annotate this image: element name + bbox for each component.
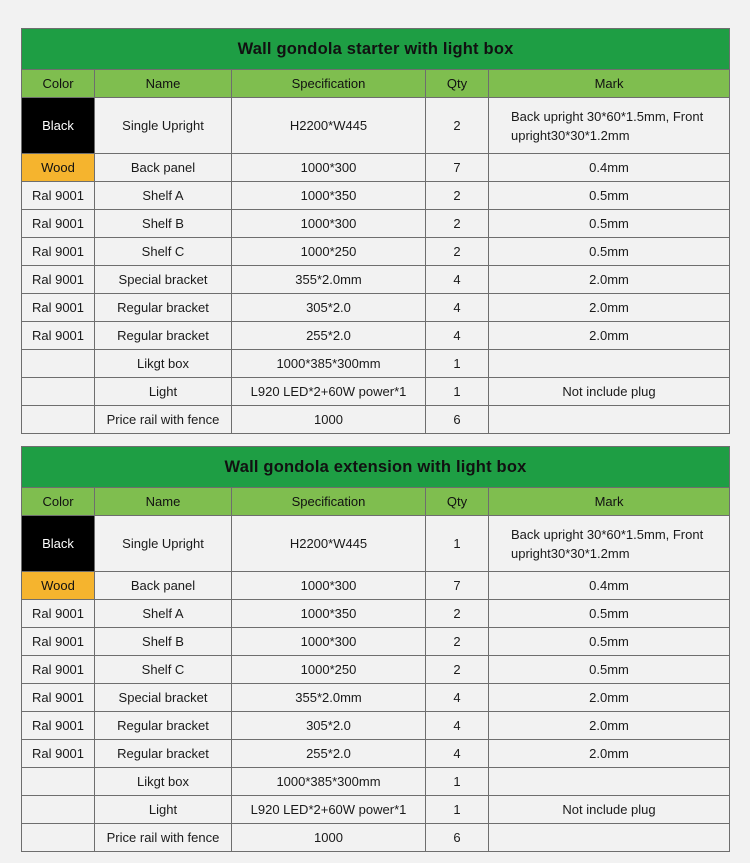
name-cell: Special bracket: [95, 266, 232, 294]
table-row: [22, 572, 730, 600]
column-header-qty: Qty: [426, 70, 489, 98]
qty-cell: 4: [426, 322, 489, 350]
name-cell: Shelf C: [95, 238, 232, 266]
qty-cell: 1: [426, 768, 489, 796]
spec-cell: 1000: [232, 824, 426, 852]
table-row: [22, 378, 730, 406]
name-cell: Single Upright: [95, 516, 232, 572]
color-cell: Ral 9001: [22, 656, 95, 684]
color-cell: [22, 768, 95, 796]
table-row: [22, 238, 730, 266]
spec-cell: 1000*350: [232, 182, 426, 210]
mark-cell: 0.5mm: [489, 182, 730, 210]
mark-cell: 2.0mm: [489, 322, 730, 350]
table-row: [22, 628, 730, 656]
mark-cell: 0.5mm: [489, 600, 730, 628]
name-cell: Light: [95, 796, 232, 824]
column-header-mark: Mark: [489, 70, 730, 98]
spec-cell: 1000*300: [232, 210, 426, 238]
mark-cell: [489, 350, 730, 378]
color-cell: Wood: [22, 572, 95, 600]
qty-cell: 6: [426, 406, 489, 434]
spec-cell: 1000*350: [232, 600, 426, 628]
spec-cell: 355*2.0mm: [232, 684, 426, 712]
qty-cell: 2: [426, 182, 489, 210]
column-header-specification: Specification: [232, 488, 426, 516]
table-row: [22, 796, 730, 824]
qty-cell: 1: [426, 378, 489, 406]
mark-cell: Not include plug: [489, 796, 730, 824]
table-row: [22, 182, 730, 210]
color-cell: [22, 378, 95, 406]
table-row: [22, 406, 730, 434]
spec-cell: 1000*385*300mm: [232, 350, 426, 378]
spec-cell: 1000*385*300mm: [232, 768, 426, 796]
color-cell: Ral 9001: [22, 684, 95, 712]
spec-cell: 1000*300: [232, 628, 426, 656]
column-header-color: Color: [22, 70, 95, 98]
table-row: [22, 294, 730, 322]
mark-cell: [489, 406, 730, 434]
table-title: Wall gondola extension with light box: [22, 447, 730, 488]
spec-cell: 255*2.0: [232, 322, 426, 350]
color-cell: Ral 9001: [22, 600, 95, 628]
table-row: [22, 768, 730, 796]
qty-cell: 7: [426, 572, 489, 600]
spec-cell: 1000*250: [232, 656, 426, 684]
qty-cell: 4: [426, 684, 489, 712]
starter-table-body: [22, 29, 730, 434]
mark-cell: 2.0mm: [489, 740, 730, 768]
column-header-specification: Specification: [232, 70, 426, 98]
qty-cell: 7: [426, 154, 489, 182]
name-cell: Regular bracket: [95, 740, 232, 768]
mark-cell: 0.5mm: [489, 238, 730, 266]
name-cell: Back panel: [95, 154, 232, 182]
spec-cell: 1000*250: [232, 238, 426, 266]
table-row: [22, 322, 730, 350]
qty-cell: 4: [426, 294, 489, 322]
qty-cell: 2: [426, 210, 489, 238]
extension-table: [21, 446, 730, 852]
qty-cell: 1: [426, 796, 489, 824]
mark-cell: [489, 824, 730, 852]
column-header-color: Color: [22, 488, 95, 516]
color-cell: Ral 9001: [22, 628, 95, 656]
table-row: [22, 824, 730, 852]
color-cell: [22, 406, 95, 434]
name-cell: Shelf B: [95, 628, 232, 656]
color-cell: Ral 9001: [22, 238, 95, 266]
table-row: [22, 600, 730, 628]
mark-cell: 2.0mm: [489, 712, 730, 740]
color-cell: [22, 796, 95, 824]
qty-cell: 1: [426, 516, 489, 572]
qty-cell: 4: [426, 740, 489, 768]
color-cell: Black: [22, 98, 95, 154]
table-row: [22, 516, 730, 572]
mark-cell: 0.5mm: [489, 656, 730, 684]
name-cell: Shelf C: [95, 656, 232, 684]
extension-table-body: [22, 447, 730, 852]
color-cell: Ral 9001: [22, 182, 95, 210]
name-cell: Price rail with fence: [95, 824, 232, 852]
name-cell: Shelf A: [95, 182, 232, 210]
table-row: [22, 712, 730, 740]
mark-cell: Back upright 30*60*1.5mm, Front upright30*30*1.2mm: [489, 98, 730, 154]
spec-cell: H2200*W445: [232, 516, 426, 572]
spec-cell: 1000*300: [232, 572, 426, 600]
qty-cell: 2: [426, 238, 489, 266]
qty-cell: 1: [426, 350, 489, 378]
spec-cell: 355*2.0mm: [232, 266, 426, 294]
spec-cell: 255*2.0: [232, 740, 426, 768]
mark-cell: 0.4mm: [489, 572, 730, 600]
spec-cell: L920 LED*2+60W power*1: [232, 796, 426, 824]
qty-cell: 2: [426, 600, 489, 628]
name-cell: Likgt box: [95, 350, 232, 378]
name-cell: Special bracket: [95, 684, 232, 712]
name-cell: Regular bracket: [95, 322, 232, 350]
table-row: [22, 266, 730, 294]
table-row: [22, 740, 730, 768]
mark-cell: Not include plug: [489, 378, 730, 406]
name-cell: Price rail with fence: [95, 406, 232, 434]
qty-cell: 2: [426, 98, 489, 154]
qty-cell: 2: [426, 628, 489, 656]
mark-cell: 2.0mm: [489, 266, 730, 294]
color-cell: Ral 9001: [22, 712, 95, 740]
mark-cell: 2.0mm: [489, 684, 730, 712]
mark-cell: 2.0mm: [489, 294, 730, 322]
spec-cell: 305*2.0: [232, 712, 426, 740]
color-cell: Ral 9001: [22, 210, 95, 238]
column-header-mark: Mark: [489, 488, 730, 516]
name-cell: Shelf A: [95, 600, 232, 628]
qty-cell: 6: [426, 824, 489, 852]
color-cell: Ral 9001: [22, 266, 95, 294]
table-row: [22, 154, 730, 182]
name-cell: Regular bracket: [95, 712, 232, 740]
color-cell: Ral 9001: [22, 740, 95, 768]
spec-cell: H2200*W445: [232, 98, 426, 154]
qty-cell: 4: [426, 712, 489, 740]
qty-cell: 4: [426, 266, 489, 294]
name-cell: Likgt box: [95, 768, 232, 796]
table-row: [22, 350, 730, 378]
mark-cell: 0.5mm: [489, 628, 730, 656]
color-cell: Ral 9001: [22, 322, 95, 350]
table-row: [22, 210, 730, 238]
color-cell: [22, 350, 95, 378]
mark-cell: 0.5mm: [489, 210, 730, 238]
color-cell: Black: [22, 516, 95, 572]
color-cell: Wood: [22, 154, 95, 182]
color-cell: Ral 9001: [22, 294, 95, 322]
spec-cell: 1000: [232, 406, 426, 434]
table-row: [22, 98, 730, 154]
name-cell: Regular bracket: [95, 294, 232, 322]
table-title: Wall gondola starter with light box: [22, 29, 730, 70]
spec-cell: 305*2.0: [232, 294, 426, 322]
mark-cell: Back upright 30*60*1.5mm, Front upright30*30*1.2mm: [489, 516, 730, 572]
table-row: [22, 684, 730, 712]
column-header-name: Name: [95, 488, 232, 516]
name-cell: Back panel: [95, 572, 232, 600]
name-cell: Light: [95, 378, 232, 406]
color-cell: [22, 824, 95, 852]
spec-cell: L920 LED*2+60W power*1: [232, 378, 426, 406]
name-cell: Single Upright: [95, 98, 232, 154]
qty-cell: 2: [426, 656, 489, 684]
column-header-qty: Qty: [426, 488, 489, 516]
mark-cell: 0.4mm: [489, 154, 730, 182]
mark-cell: [489, 768, 730, 796]
column-header-name: Name: [95, 70, 232, 98]
starter-table: [21, 28, 730, 434]
table-row: [22, 656, 730, 684]
name-cell: Shelf B: [95, 210, 232, 238]
spec-cell: 1000*300: [232, 154, 426, 182]
